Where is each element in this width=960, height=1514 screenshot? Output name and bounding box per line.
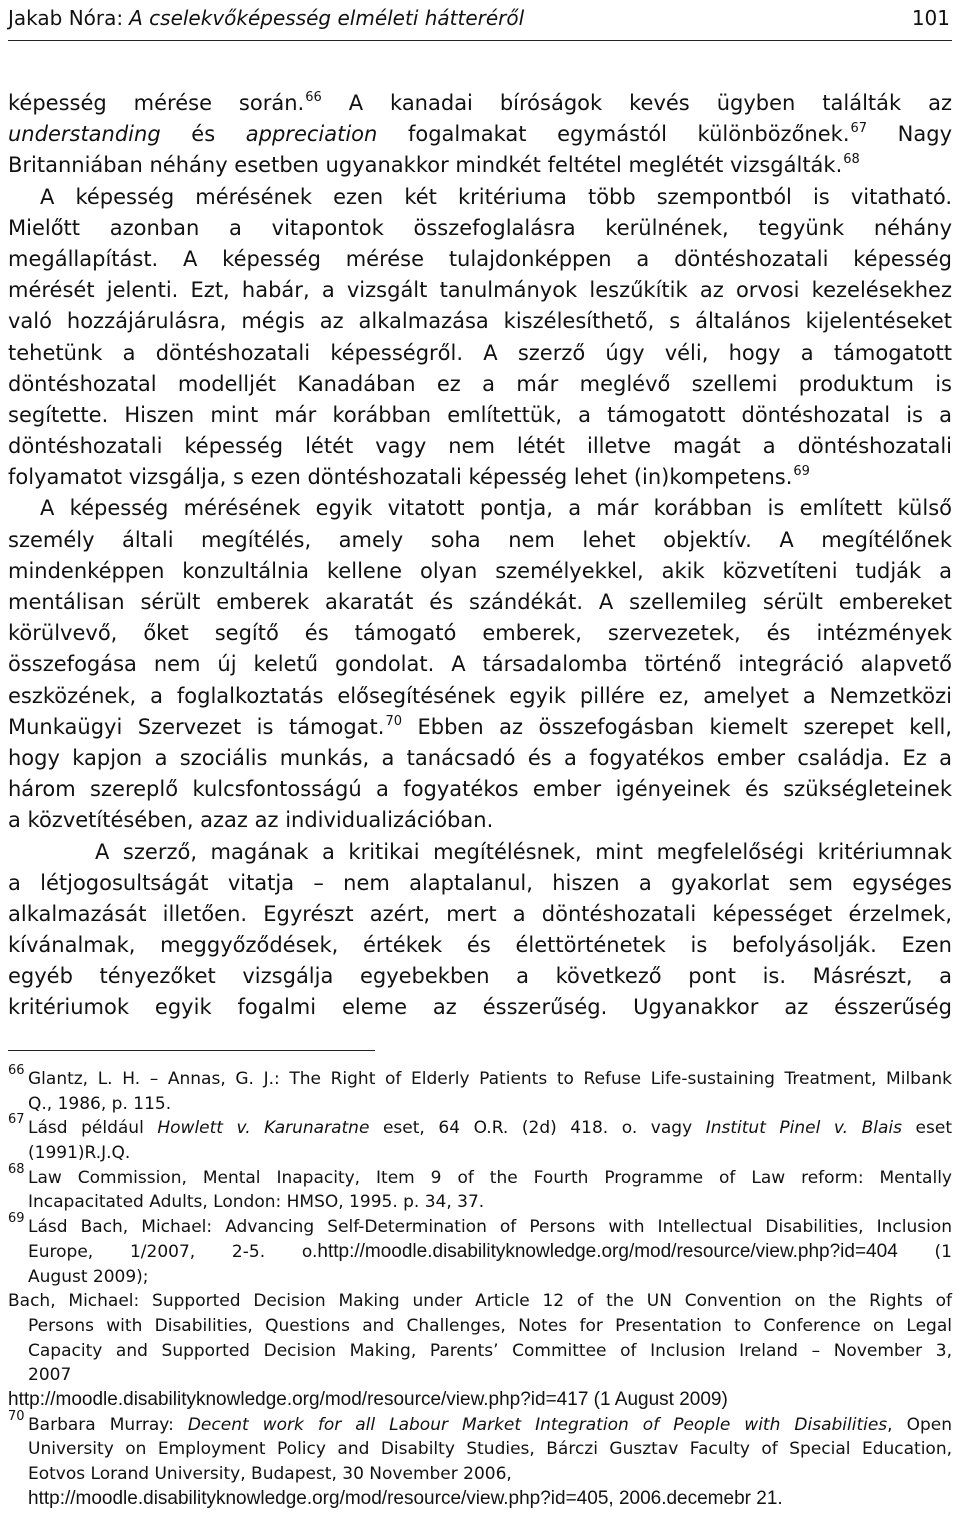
text-run: három szereplő kulcsfontosságú a fogyatékos ember igényeinek és szükségleteinek [8, 777, 952, 802]
text-line [8, 369, 952, 400]
text-run: való hozzájárulásra, mégis az alkalmazása kiszélesíthető, s általános kijelentéseket [8, 309, 952, 334]
footnote-line [8, 1289, 952, 1314]
text-run: Law Commission, Mental Inapacity, Item 9 of the Fourth Programme of Law reform: Mentally [28, 1167, 952, 1188]
text-run: fogalmakat egymástól különbözőnek. [377, 122, 850, 147]
text-run: segítette. Hiszen mint már korábban említettük, a támogatott döntéshozatal is a [8, 402, 952, 427]
footnote-text [28, 1116, 952, 1165]
text-run: személy általi megítélés, amely soha nem lehet objektív. A megítélőnek [8, 527, 952, 552]
footnote-line [8, 1314, 952, 1339]
text-line [8, 150, 952, 181]
paragraph [8, 837, 952, 1024]
text-run: eset, 64 O.R. (2d) 418. o. vagy [369, 1118, 706, 1139]
footnote-line [8, 1339, 952, 1364]
paragraph [8, 493, 952, 836]
text-run: Incapacitated Adults, London: HMSO, 1995. p. 34, 37. [28, 1192, 485, 1213]
header-rule [8, 40, 952, 41]
footnote [8, 1211, 952, 1289]
footnote-number: 67 [8, 1112, 25, 1128]
footnote [8, 1112, 952, 1165]
text-line [8, 743, 952, 774]
text-line [8, 868, 952, 899]
text-line [8, 992, 952, 1023]
text-run: Lásd Bach, Michael: Advancing Self-Determination of Persons with Intellectual Disabilities, Inclusion [28, 1217, 952, 1238]
footnote-ref: 67 [850, 121, 868, 137]
text-line [8, 306, 952, 337]
text-run: A szerző, magának a kritikai megítélésnek, mint megfelelőségi kritériumnak [95, 839, 952, 864]
text-run: alkalmazását illetően. Egyrészt azért, mert a döntéshozatali képességet érzelmek, [8, 901, 952, 926]
text-run: a közvetítésében, azaz az individualizációban. [8, 808, 494, 833]
text-run: Q., 1986, p. 115. [28, 1093, 172, 1114]
footnote [8, 1161, 952, 1215]
footnote-text [28, 1166, 952, 1215]
text-run: August 2009); [28, 1266, 149, 1287]
footnote-line [28, 1141, 952, 1166]
header-author: Jakab Nóra: [8, 6, 124, 30]
text-run: eszközének, a foglalkoztatás elősegítésének egyik pillére ez, amelyet a Nemzetközi [8, 683, 952, 708]
text-run: 2007 [28, 1365, 72, 1386]
text-run: Mielőtt azonban a vitapontok összefoglalásra kerülnének, tegyünk néhány [8, 215, 952, 240]
text-line [8, 88, 952, 119]
text-run: kívánalmak, meggyőződések, értékek és élettörténetek is befolyásolják. Ezen [8, 933, 952, 958]
text-line [8, 805, 952, 836]
footnote-ref: 70 [385, 713, 403, 729]
text-line [8, 244, 952, 275]
text-run: Eotvos Lorand University, Budapest, 30 November 2006, [28, 1464, 512, 1484]
text-run: összefogása nem új keletű gondolat. A társadalomba történő integráció alapvető [8, 652, 952, 677]
footnote-number: 70 [8, 1408, 25, 1424]
body-text [8, 88, 952, 1024]
text-line [8, 119, 952, 150]
text-run: mérését jelenti. Ezt, habár, a vizsgált tanulmányok leszűkítik az orvosi kezelésekhez [8, 278, 952, 303]
footnote [8, 1063, 952, 1116]
text-run: mindenképpen konzultálnia kellene olyan személyekkel, akik közvetíteni tudják a [8, 558, 952, 583]
text-run: képesség mérése során. [8, 91, 305, 115]
footnote-line [8, 1388, 952, 1413]
footnote-text [8, 1388, 952, 1413]
text-run: Britanniában néhány esetben ugyanakkor mindkét feltétel meglétét vizsgálták. [8, 153, 843, 178]
footnotes [8, 1063, 952, 1511]
text-run: Persons with Disabilities, Questions and Challenges, Notes for Presentation to Conference on Legal [28, 1315, 952, 1336]
footnote-line [28, 1190, 952, 1215]
footnote-line [28, 1166, 952, 1191]
text-run: és [160, 122, 246, 147]
text-run: Capacity and Supported Decision Making, Parents’ Committee of Inclusion Ireland – November 3, [28, 1340, 952, 1361]
footnote-text [28, 1215, 952, 1289]
footnote-text [28, 1067, 952, 1116]
text-line [8, 618, 952, 649]
footnote-line [28, 1265, 952, 1290]
text-run: Nagy [867, 122, 953, 147]
text-run: (1 [897, 1241, 952, 1262]
italic-text: Howlett v. Karunaratne [157, 1118, 370, 1139]
footnote [8, 1408, 952, 1512]
text-line [8, 338, 952, 369]
text-run: tehetünk a döntéshozatali képességről. A szerző úgy véli, hogy a támogatott [8, 340, 952, 365]
text-run: Glantz, L. H. – Annas, G. J.: The Right of Elderly Patients to Refuse Life-sustaining Treatment, Milbank [28, 1069, 952, 1089]
footnote-number: 66 [8, 1063, 25, 1078]
footnote-ref: 68 [843, 152, 860, 168]
footnote-line [28, 1240, 952, 1265]
italic-text: Institut Pinel v. Blais [705, 1118, 902, 1139]
text-line [8, 681, 952, 712]
footnote-line [28, 1116, 952, 1141]
text-run: megállapítást. A képesség mérése tulajdonképpen a döntéshozatali képesség [8, 246, 952, 271]
paragraph [8, 182, 952, 494]
text-line [8, 525, 952, 556]
footnote-line [28, 1092, 952, 1117]
footnote-text [28, 1413, 952, 1512]
text-run: University on Employment Policy and Disabilty Studies, Bárczi Gusztav Faculty of Special Education, [28, 1439, 952, 1460]
text-run: döntéshozatal modelljét Kanadában ez a már meglévő szellemi produktum is [8, 371, 952, 396]
footnote-line [28, 1067, 952, 1092]
footnote-ref: 69 [793, 464, 810, 480]
text-line [8, 930, 952, 961]
footnote-line [28, 1215, 952, 1240]
text-run: , Open [887, 1414, 952, 1435]
text-run: Barbara Murray: [28, 1414, 188, 1435]
text-run: folyamatot vizsgálja, s ezen döntéshozatali képesség lehet (in)kompetens. [8, 465, 793, 490]
paragraph [8, 88, 952, 182]
text-line [8, 462, 952, 493]
text-run: kritériumok egyik fogalmi eleme az ésszerűség. Ugyanakkor az ésszerűség [8, 995, 952, 1020]
footnote-number: 68 [8, 1161, 25, 1177]
text-run: döntéshozatali képesség létét vagy nem létét illetve magát a döntéshozatali [8, 434, 952, 459]
text-line [8, 837, 952, 868]
text-run: A képesség mérésének egyik vitatott pontja, a már korábban is említett külső [40, 496, 952, 521]
text-run: körülvevő, őket segítő és támogató emberek, szervezetek, és intézmények [8, 621, 952, 646]
text-line [8, 899, 952, 930]
text-line [8, 213, 952, 244]
text-line [8, 431, 952, 462]
footnote [8, 1388, 952, 1413]
page-number: 101 [911, 6, 950, 30]
text-run: A képesség mérésének ezen két kritériuma több szempontból is vitatható. [40, 184, 952, 209]
running-header [8, 2, 952, 34]
italic-text: Decent work for all Labour Market Integration of People with Disabilities [187, 1414, 888, 1435]
text-line [8, 275, 952, 306]
text-run: a létjogosultságát vitatja – nem alaptalanul, hiszen a gyakorlat sem egységes [8, 870, 952, 895]
text-run: (1991)R.J.Q. [28, 1143, 131, 1164]
text-run: hogy kapjon a szociális munkás, a tanácsadó és a fogyatékos ember családja. Ez a [8, 745, 952, 770]
text-line [8, 182, 952, 213]
text-run: Ebben az összefogásban kiemelt szerepet kell, [402, 714, 952, 739]
text-line [8, 774, 952, 805]
footnote [8, 1289, 952, 1388]
text-line [8, 649, 952, 680]
text-run: A kanadai bíróságok kevés ügyben találták az [321, 91, 953, 115]
footnote-separator [8, 1050, 375, 1051]
header-title: A cselekvőképesség elméleti hátteréről [129, 6, 525, 30]
footnote-line [28, 1462, 952, 1487]
text-run: Lásd például [28, 1118, 158, 1139]
text-line [8, 400, 952, 431]
footnote-line [8, 1363, 952, 1388]
footnote-line [28, 1437, 952, 1462]
text-line [8, 493, 952, 524]
text-line [8, 556, 952, 587]
text-run: eset [901, 1118, 952, 1139]
text-run: egyéb tényezőket vizsgálja egyebekben a következő pont is. Másrészt, a [8, 964, 952, 989]
footnote-line [28, 1487, 952, 1512]
footnote-text [8, 1289, 952, 1388]
text-line [8, 712, 952, 743]
footnote-ref: 66 [305, 90, 322, 105]
italic-text: appreciation [245, 122, 378, 147]
text-run: Bach, Michael: Supported Decision Making under Article 12 of the UN Convention on the Rights of [8, 1291, 952, 1312]
url-text: http://moodle.disabilityknowledge.org/mod/resource/view.php?id=417 (1 August 2009) [8, 1388, 728, 1410]
footnote-line [28, 1413, 952, 1438]
text-line [8, 587, 952, 618]
url-text: http://moodle.disabilityknowledge.org/mod/resource/view.php?id=405, 2006.decemebr 21. [28, 1487, 783, 1509]
text-run: mentálisan sérült emberek akaratát és szándékát. A szellemileg sérült embereket [8, 590, 952, 614]
footnote-number: 69 [8, 1211, 25, 1227]
text-run: Munkaügyi Szervezet is támogat. [8, 714, 385, 739]
text-line [8, 961, 952, 992]
url-text: http://moodle.disabilityknowledge.org/mod/resource/view.php?id=404 [317, 1240, 898, 1262]
text-run: Europe, 1/2007, 2-5. o. [28, 1241, 318, 1262]
italic-text: understanding [8, 122, 161, 147]
